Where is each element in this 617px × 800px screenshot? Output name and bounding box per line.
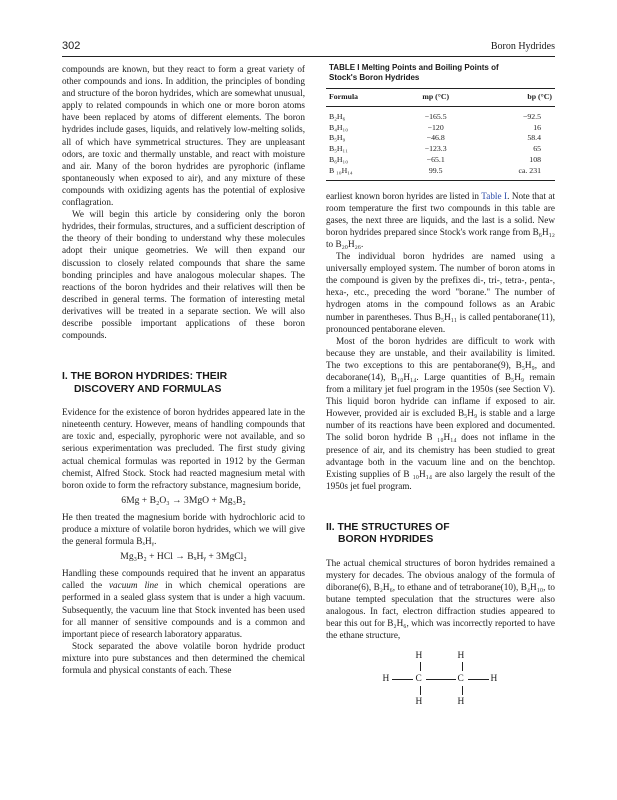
- paragraph: He then treated the magnesium boride with hydrochloric acid to produce a mixture of volatile boron hydrides, which we will give the general formula BₓHᵧ.: [62, 511, 305, 547]
- paragraph: [62, 567, 305, 640]
- column-header: bp (°C): [527, 92, 552, 101]
- table-cell: 16: [533, 122, 541, 132]
- table-title-line: Stock's Boron Hydrides: [329, 73, 420, 82]
- table-row: [326, 123, 555, 134]
- right-column: [326, 63, 555, 722]
- atom-label: H: [415, 650, 423, 661]
- table-row: [326, 133, 555, 144]
- section-heading-1: [62, 371, 305, 396]
- paragraph: Evidence for the existence of boron hydrides appeared late in the nineteenth century. However, means of handling compounds that are toxic and, especially, pyrophoric were not available, and so serious experimentation was precluded. The first study giving actual chemical formulas was reported in 1912 by the German chemist, Alfred Stock. Stock had reacted magnesium metal with boron oxide to form the refractory substance, magnesium boride,: [62, 407, 305, 490]
- section-heading-line: I. THE BORON HYDRIDES: THEIR: [62, 371, 228, 383]
- boron-hydride-table: [326, 88, 555, 181]
- table-cell: B₅H₉: [329, 133, 346, 143]
- table-cell: B₆H₁₀: [329, 154, 348, 164]
- column-header: Formula: [329, 92, 359, 101]
- text-run: . Note that at room temperature the first two compounds in this table are gases, the next three are liquids, and the last is a solid. New boron hydrides prepared since Stock's work range from B₆H₁₂ to B₂₀H₂₆.: [326, 190, 555, 249]
- table-title-line: TABLE I Melting Points and Boiling Points of: [329, 63, 499, 72]
- paragraph: We will begin this article by considering only the boron hydrides, their formulas, structures, and a sufficient description of the theory of their bonding to understand why these molecules adopt their unique geometries. We will then expand our discussion to closely related compounds that share the same bonding principles and have analogous molecular shapes. The reactions of the boron hydrides and their relatives will then be described in general terms. The formation of interesting metal derivatives will be treated in a separate section. We will also describe possible important applications of these boron compounds.: [62, 209, 305, 341]
- bond: [420, 686, 421, 695]
- text-run: earliest known boron hyrides are listed in: [326, 190, 482, 201]
- table-cell: ca. 231: [518, 165, 541, 175]
- table-cell: B₂H₆: [329, 111, 346, 121]
- table-cell: 65: [533, 144, 541, 154]
- atom-label: H: [490, 673, 498, 684]
- paragraph: Most of the boron hydrides are difficult to work with because they are unstable, and their availability is limited. The two exceptions to this are pentaborane(9), B₅H₉, and decaborane(14), B₁₀H₁₄. Large quantities of B₅H₉ remain from a military jet fuel program in the 1950s (see Section V). This liquid boron hydride can inflame if exposed to air. However, provided air is excluded B₅H₉ is stable and a large number of its reactions have been explored and documented. The solid boron hydride B ₁₀H₁₄ does not inflame in the presence of air, and its chemistry has been studied to great advantage both in the vacuum line and on the benchtop. Existing supplies of B ₁₀H₁₄ are also largely the result of the 1950s jet fuel program.: [326, 335, 555, 491]
- paragraph: The actual chemical structures of boron hydrides remained a mystery for decades. The obvious analogy of the formula of diborane(6), B₂H₆, to ethane and of tetraborane(10), B₄H₁₀, to butane tempted speculation that the structures were also analogous. In fact, electron diffraction studies appeared to bear this out for B₂H₆, which was incorrectly reported to have the ethane structure,: [326, 557, 555, 641]
- table-cell: B₄H₁₀: [329, 122, 348, 132]
- table-cell: B₅H₁₁: [329, 144, 348, 154]
- left-column: [62, 63, 305, 676]
- bond: [468, 679, 489, 680]
- table-row: [326, 144, 555, 155]
- table-cell: 58.4: [527, 133, 541, 143]
- table-cell: 99.5: [428, 165, 443, 175]
- page-number: 302: [62, 40, 81, 52]
- paragraph: compounds are known, but they react to form a great variety of other compounds and ions. In addition, the principles of bonding and structure of the boron hydrides, which are somewhat unusual, apply to related compounds in which one or more boron atoms have been replaced by atoms of different elements. The boron hydrides include gases, liquids, and relatively low-melting solids, all of which have symmetrical structures. They are unpleasant odors, are toxic and thermally unstable, and react with moisture and air. Many of the boron hydrides are pyrophoric (inflame spontaneously when exposed to air), and any mixture of these compounds with oxidizing agents has the potential of explosive conflagration.: [62, 64, 305, 208]
- bond: [462, 662, 463, 671]
- section-heading-line: BORON HYDRIDES: [338, 534, 434, 546]
- table-cell: 108: [529, 154, 541, 164]
- table-cell: −46.8: [426, 133, 445, 143]
- atom-label: H: [457, 650, 465, 661]
- emphasis-term: vacuum line: [108, 580, 159, 591]
- ethane-structure-diagram: [381, 650, 501, 722]
- table-row: [326, 166, 555, 180]
- equation: 6Mg + B₂O₃ → 3MgO + Mg₃B₂: [121, 494, 246, 506]
- atom-label: H: [382, 673, 390, 684]
- table-title: [326, 63, 555, 83]
- table-row: [326, 155, 555, 166]
- atom-label: C: [457, 673, 464, 684]
- section-heading-line: DISCOVERY AND FORMULAS: [74, 383, 222, 395]
- atom-label: H: [415, 696, 423, 707]
- table-cell: B ₁₀H₁₄: [329, 165, 353, 175]
- table-cell: −120: [427, 122, 444, 132]
- header-rule: [62, 56, 555, 57]
- table-row: [326, 106, 555, 122]
- bond: [462, 686, 463, 695]
- equation: Mg₃B₂ + HCl → BₓHᵧ + 3MgCl₂: [120, 551, 247, 563]
- text-run: in which chemical operations are performed in a sealed glass system that is under a high vacuum. Subsequently, the vacuum line that Stock invented has been used for all manner of sensitive compounds and is a common and important piece of research laboratory apparatus.: [62, 580, 305, 639]
- table-cell: −123.3: [424, 144, 447, 154]
- bond: [420, 662, 421, 671]
- section-heading-line: II. THE STRUCTURES OF: [326, 521, 450, 533]
- table-header-row: [326, 89, 555, 107]
- paragraph: [326, 190, 555, 250]
- table-cell: −165.5: [424, 111, 447, 121]
- text-run: Handling these compounds required that he invent an apparatus called the: [62, 568, 305, 591]
- column-header: mp (°C): [422, 92, 450, 101]
- table-cell: −65.1: [426, 154, 445, 164]
- bond: [426, 679, 456, 680]
- table-reference-link[interactable]: Table I: [481, 190, 508, 201]
- section-heading-2: [326, 522, 555, 547]
- atom-label: C: [415, 673, 422, 684]
- paragraph: The individual boron hydrides are named using a universally employed system. The number of boron atoms in the compound is given by the prefixes di-, tri-, tetra-, penta-, hexa-, etc., preceding the word "borane." The number of hydrogen atoms in the compound follows as an Arabic number in parentheses. Thus B₅H₁₁ is called pentaborane(11), pronounced pentaborane eleven.: [326, 251, 555, 334]
- table-cell: −92.5: [522, 111, 541, 121]
- running-head: Boron Hydrides: [490, 41, 555, 52]
- paragraph: Stock separated the above volatile boron hydride product mixture into pure substances and then determined the chemical formula and physical constants of each. These: [62, 640, 305, 676]
- atom-label: H: [457, 696, 465, 707]
- bond: [392, 679, 413, 680]
